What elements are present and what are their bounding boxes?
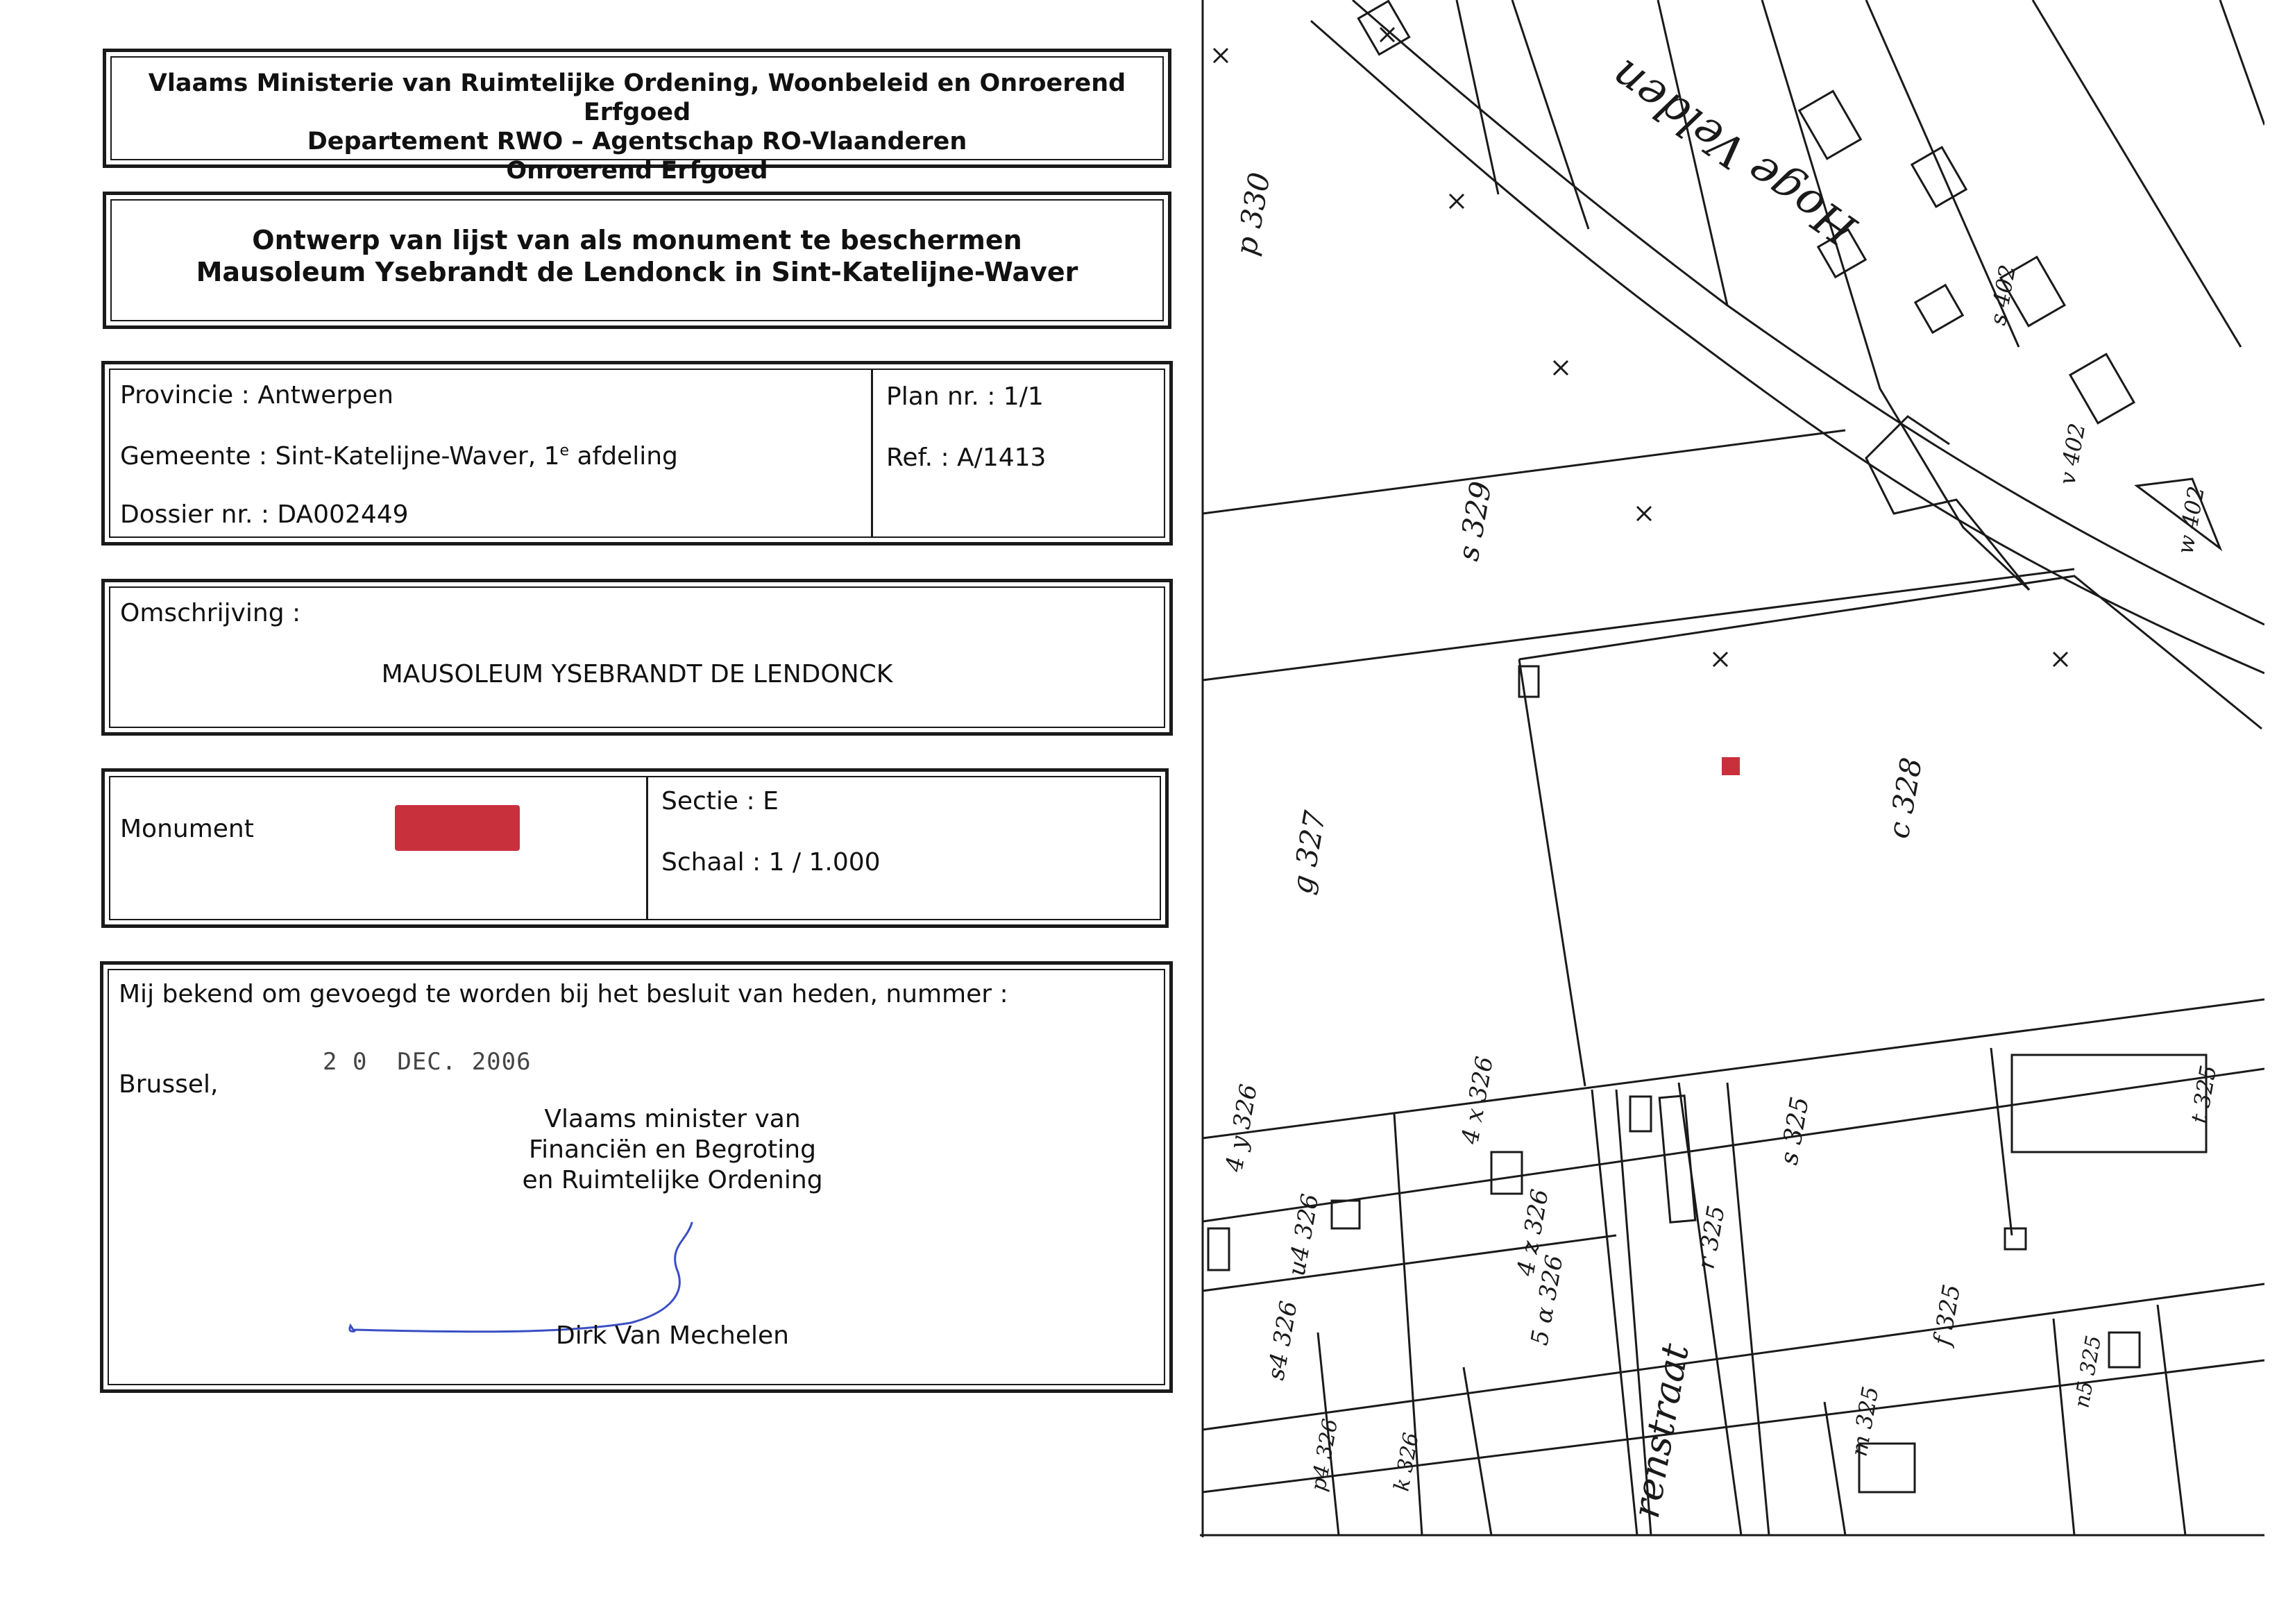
- minister-name: Dirk Van Mechelen: [556, 1321, 789, 1350]
- parcel-label-328: c 328: [1881, 754, 1929, 841]
- agency-name: Onroerend Erfgoed: [506, 157, 768, 185]
- parcel-label-325-a: s 325: [1775, 1094, 1815, 1167]
- minister-title-line3: en Ruimtelijke Ordening: [522, 1166, 823, 1194]
- ministry-name: Vlaams Ministerie van Ruimtelijke Ordening, Woonbeleid en Onroerend Erfgoed: [148, 69, 1126, 126]
- building-small-3: [1332, 1201, 1360, 1228]
- cadastral-map: [1200, 0, 2264, 1537]
- plan-number-text: Plan nr. : 1/1: [886, 382, 1044, 411]
- description-value: MAUSOLEUM YSEBRANDT DE LENDONCK: [381, 660, 893, 688]
- parcel-label-326-y: 4 y 326: [1220, 1082, 1263, 1174]
- gemeente-suffix: afdeling: [569, 442, 678, 471]
- title-box: [103, 192, 1171, 329]
- street-label-hoge-velden: Hoge Velden: [1602, 49, 1866, 255]
- description-box: [101, 579, 1173, 736]
- reference-text: Ref. : A/1413: [886, 443, 1047, 472]
- description-label: Omschrijving :: [120, 599, 301, 627]
- building-small-4: [1208, 1228, 1229, 1270]
- house-2: [1912, 147, 1966, 207]
- monument-label: Monument: [120, 815, 254, 843]
- date-stamp: 2 0 DEC. 2006: [323, 1048, 532, 1076]
- parcel-label-330: p 330: [1228, 169, 1277, 258]
- house-4: [2070, 354, 2134, 423]
- minister-title-line2: Financiën en Begroting: [529, 1135, 816, 1164]
- parcel-label-402-v: v 402: [2053, 421, 2091, 487]
- parcel-label-402-w: w 402: [2171, 484, 2210, 557]
- survey-crosses: [1214, 28, 2067, 666]
- parcel-label-326-u4: u4 326: [1282, 1192, 1325, 1278]
- parcel-label-402-s: s 402: [1984, 262, 2022, 328]
- dossier-info-box: [101, 361, 1173, 545]
- building-lower-right: [2012, 1055, 2206, 1152]
- parcel-label-326-s4: s4 326: [1262, 1299, 1303, 1382]
- parcel-label-325-m: m 325: [1845, 1384, 1884, 1459]
- parcel-label-326-k: k 326: [1389, 1430, 1424, 1494]
- building-small-7: [2005, 1228, 2026, 1249]
- schaal-text: Schaal : 1 / 1.000: [661, 848, 881, 877]
- parcel-label-326-p4: p4 326: [1306, 1416, 1344, 1494]
- building-small-2: [1491, 1152, 1522, 1194]
- house-6: [1915, 285, 1963, 332]
- document-title-line1: Ontwerp van lijst van als monument te beschermen: [252, 225, 1022, 255]
- street-label-lower: renstraat: [1623, 1340, 1697, 1522]
- provincie-text: Provincie : Antwerpen: [120, 381, 393, 409]
- gemeente-text: [120, 442, 678, 471]
- gemeente-main: Gemeente : Sint-Katelijne-Waver, 1: [120, 442, 560, 471]
- parcel-label-325-f: f 325: [1928, 1282, 1967, 1348]
- building-small-1: [1630, 1097, 1651, 1131]
- place-text: Brussel,: [119, 1070, 219, 1099]
- document-title-line2: Mausoleum Ysebrandt de Lendonck in Sint-Katelijne-Waver: [196, 257, 1078, 287]
- parcel-label-329: s 329: [1450, 478, 1498, 564]
- parcel-label-325-r: r 325: [1692, 1203, 1731, 1271]
- signature-box: [100, 961, 1173, 1393]
- sectie-text: Sectie : E: [661, 787, 779, 815]
- parcel-label-325-t: t 325: [2185, 1063, 2222, 1126]
- parcel-label-326-alpha: 5 α 326: [1525, 1253, 1569, 1348]
- monument-color-swatch: [395, 805, 520, 851]
- approval-statement: Mij bekend om gevoegd te worden bij het besluit van heden, nummer :: [119, 980, 1008, 1008]
- minister-title-line1: Vlaams minister van: [544, 1105, 801, 1133]
- gemeente-superscript: e: [559, 442, 570, 459]
- parcel-label-325-n5: n5 325: [2069, 1333, 2107, 1410]
- building-small-6: [2109, 1333, 2140, 1367]
- parcel-label-326-z: 4 z 326: [1511, 1187, 1555, 1278]
- building-shed: [1659, 1096, 1695, 1222]
- house-1: [1799, 91, 1861, 158]
- monument-marker: [1722, 757, 1740, 775]
- ministry-header-box: [103, 49, 1171, 185]
- parcel-label-326-x: 4 x 326: [1456, 1054, 1499, 1147]
- legend-box: [101, 768, 1169, 928]
- dossier-number-text: Dossier nr. : DA002449: [120, 500, 409, 529]
- parcel-label-327: g 327: [1284, 808, 1332, 897]
- department-name: Departement RWO – Agentschap RO-Vlaanderen: [307, 128, 967, 155]
